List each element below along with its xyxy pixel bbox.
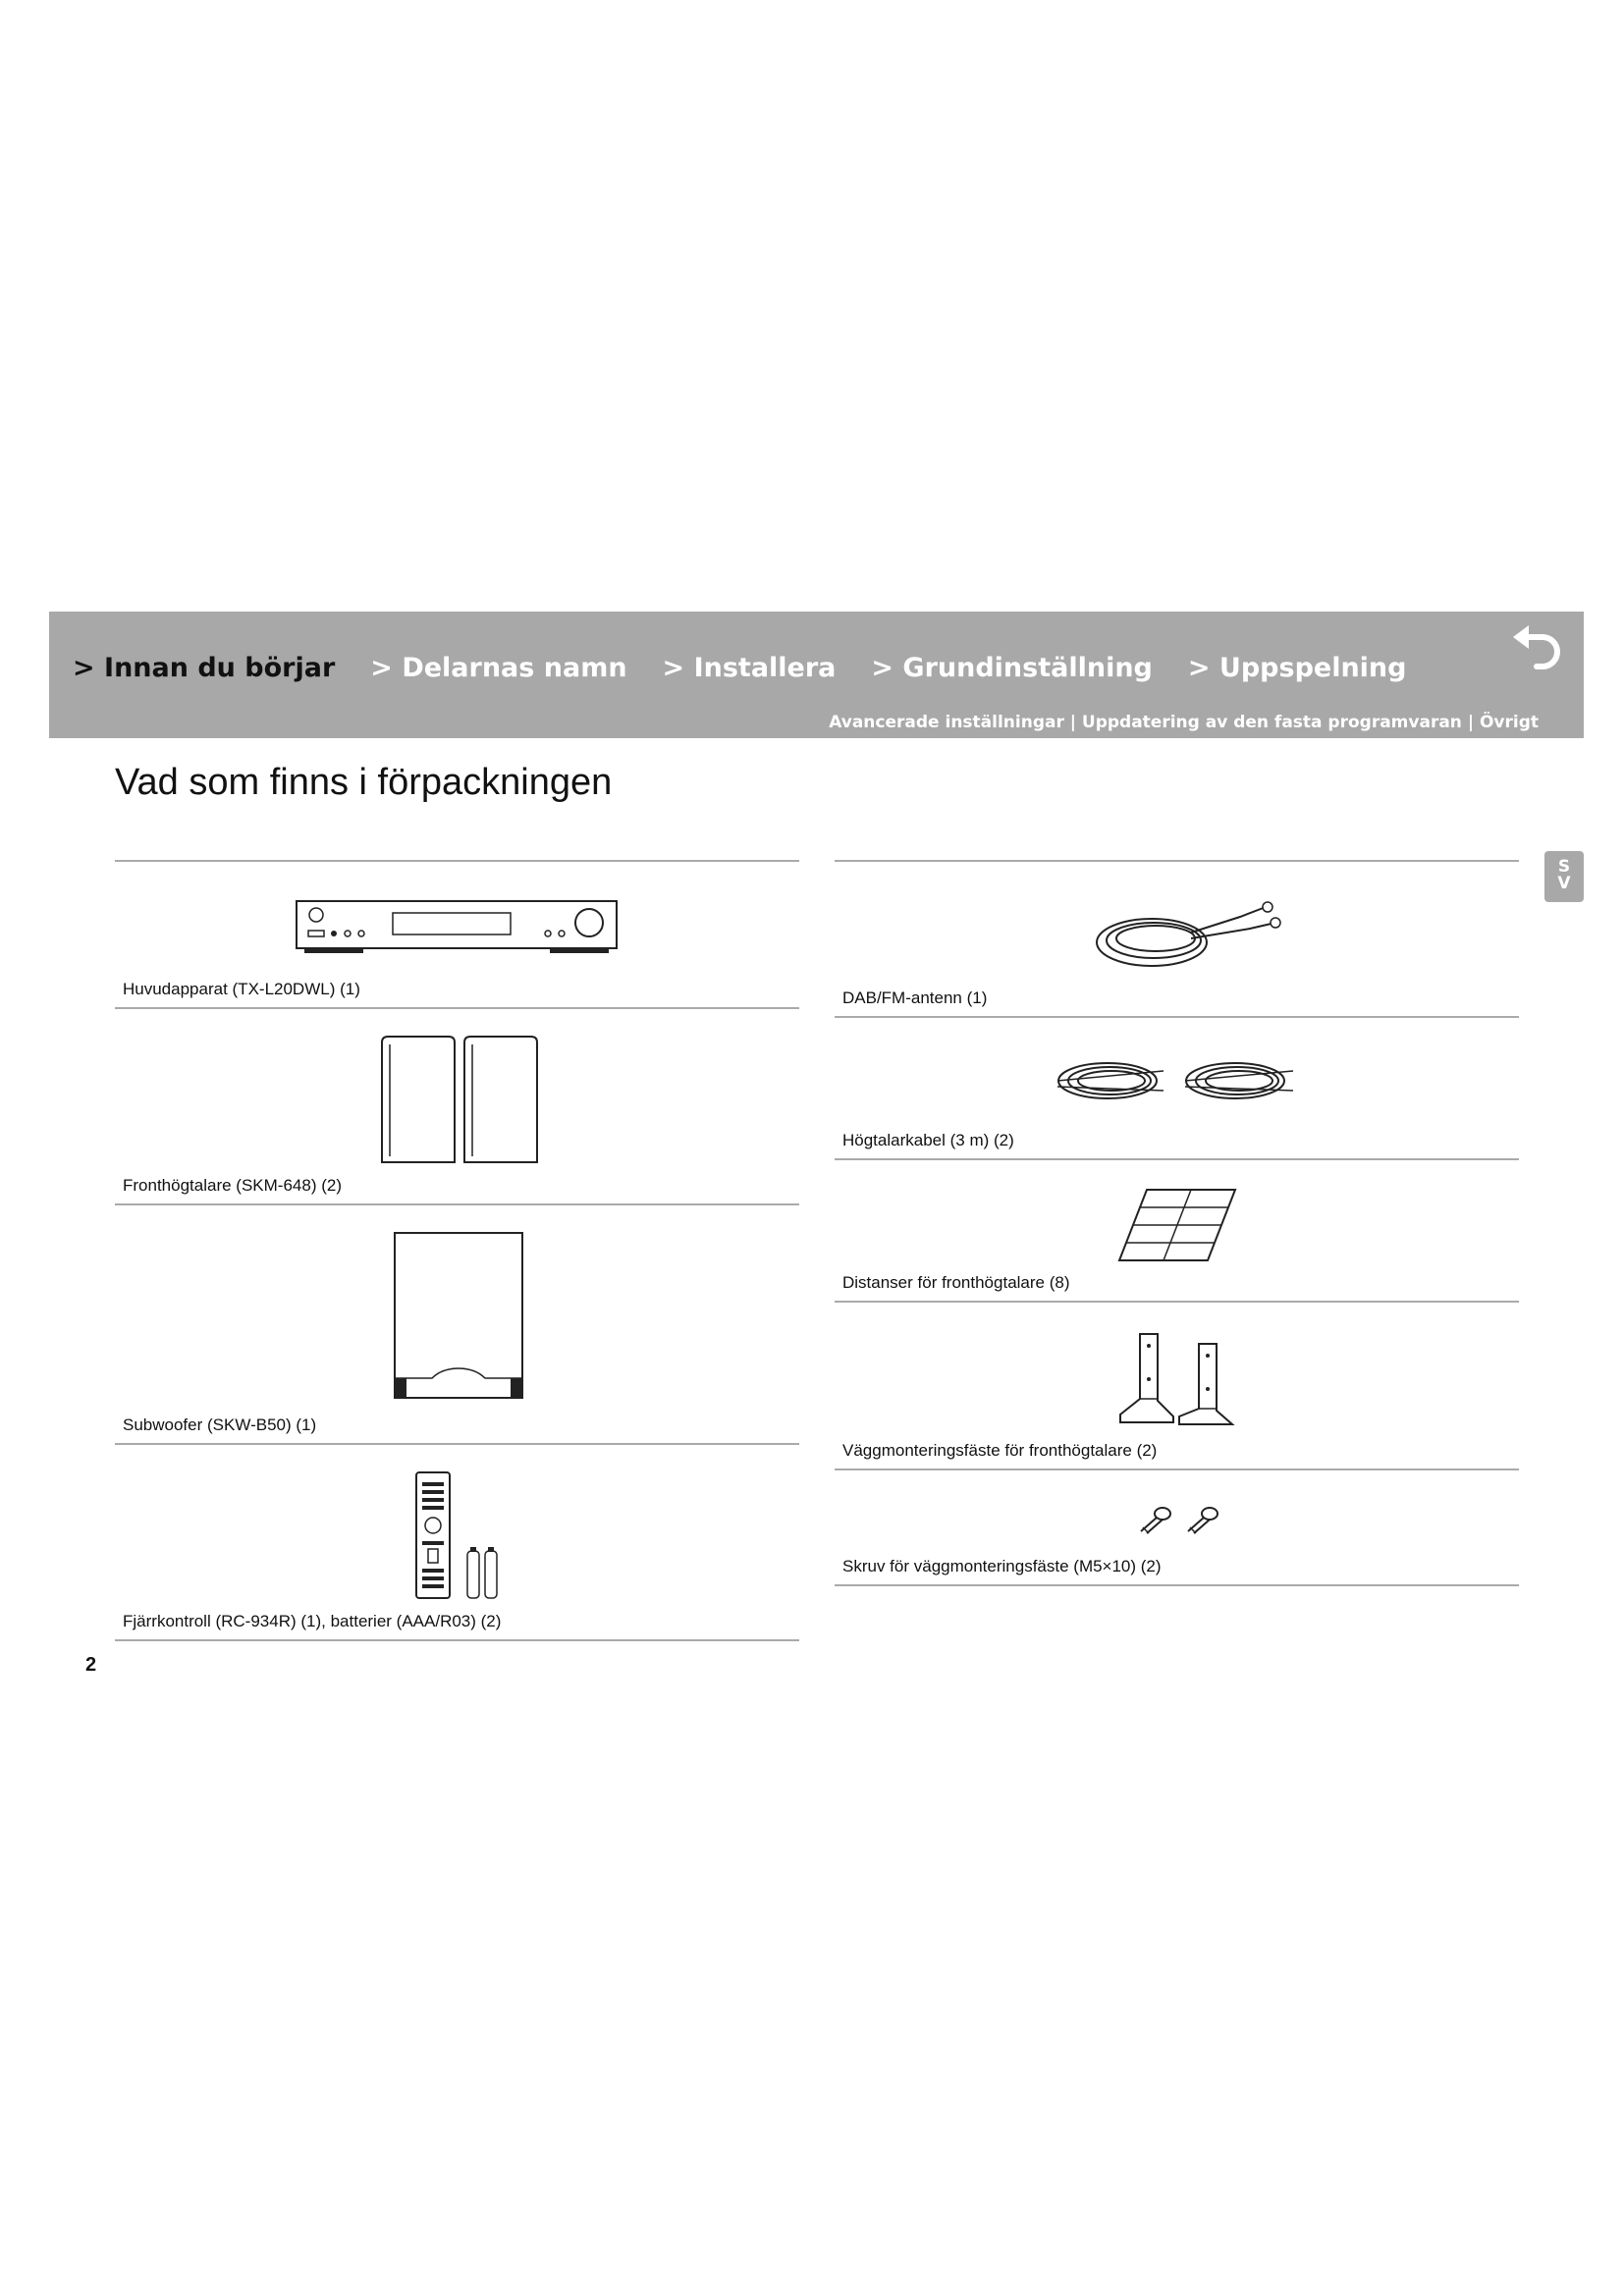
breadcrumb-nav [73,653,1406,683]
list-item [115,1009,799,1205]
list-item [835,1160,1519,1303]
list-item [115,862,799,1009]
nav-delarnas-namn[interactable]: > Delarnas namn [370,653,627,683]
item-caption: Fronthögtalare (SKM-648) (2) [123,1176,342,1195]
back-arrow-icon[interactable] [1509,623,1564,674]
item-caption: Fjärrkontroll (RC-934R) (1), batterier (AAA/R03) (2) [123,1612,502,1630]
list-item [115,1445,799,1641]
list-item [835,1018,1519,1160]
spacer-sheet-icon [1117,1188,1237,1262]
speakers-icon [378,1035,541,1167]
language-tab-line2: V [1557,874,1571,893]
item-caption: Subwoofer (SKW-B50) (1) [123,1415,317,1434]
language-tab[interactable] [1544,851,1584,902]
list-item [835,862,1519,1018]
item-caption: Väggmonteringsfäste för fronthögtalare (2) [842,1441,1158,1460]
speaker-cable-icon [1054,1053,1301,1108]
top-navigation-bar [49,612,1584,738]
nav-installera[interactable]: > Installera [662,653,837,683]
wall-bracket-icon [1114,1332,1236,1426]
nav-uppspelning[interactable]: > Uppspelning [1187,653,1407,683]
subwoofer-icon [393,1231,524,1400]
right-item-list [835,860,1519,1586]
item-caption: Skruv för väggmonteringsfäste (M5×10) (2) [842,1557,1162,1575]
list-item [115,1205,799,1445]
antenna-icon [1093,899,1283,974]
screw-icon [1135,1506,1219,1537]
secondary-nav[interactable]: Avancerade inställningar | Uppdatering av den fasta programvaran | Övrigt [829,713,1539,732]
list-item [835,1303,1519,1470]
item-caption: DAB/FM-antenn (1) [842,988,988,1007]
item-caption: Distanser för fronthögtalare (8) [842,1273,1070,1292]
list-item [835,1470,1519,1586]
receiver-icon [295,897,619,960]
page-title: Vad som finns i förpackningen [115,762,613,803]
nav-grundinstallning[interactable]: > Grundinställning [871,653,1153,683]
item-caption: Huvudapparat (TX-L20DWL) (1) [123,980,360,998]
nav-innan-du-borjar[interactable]: > Innan du börjar [73,653,336,683]
item-caption: Högtalarkabel (3 m) (2) [842,1131,1014,1149]
page-number: 2 [85,1654,97,1676]
language-tab-line1: S [1557,857,1571,877]
remote-control-icon [414,1470,507,1602]
left-item-list [115,860,799,1641]
